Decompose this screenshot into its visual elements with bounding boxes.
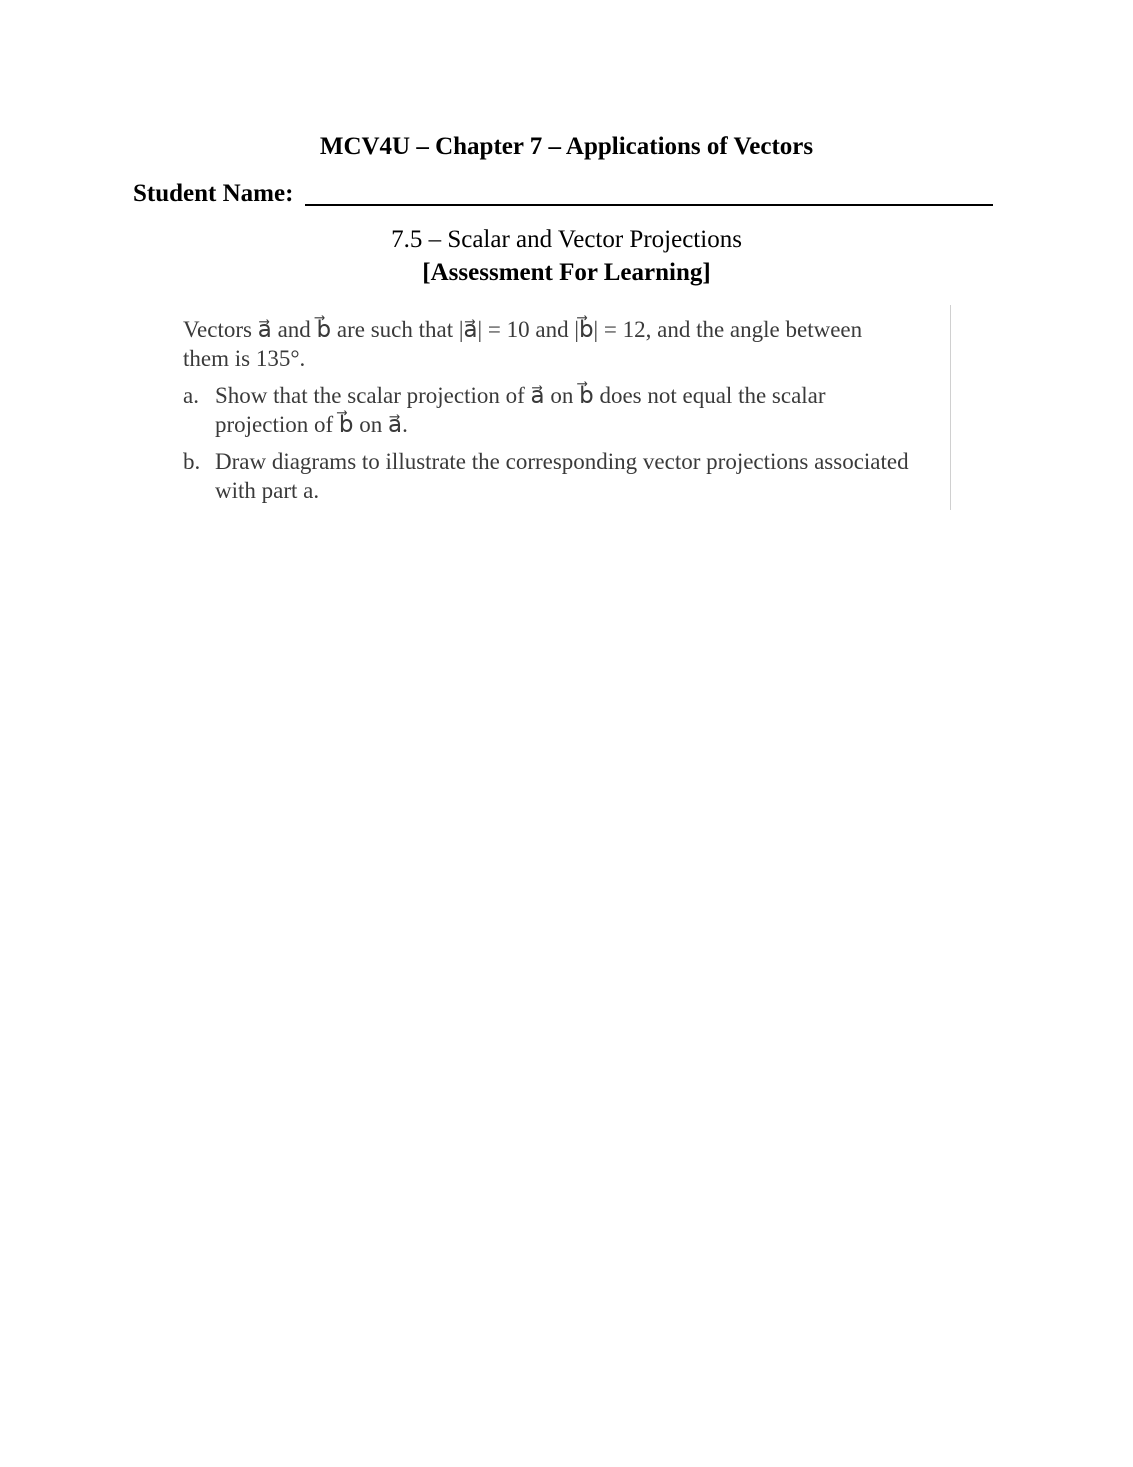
student-name-blank-line[interactable] <box>305 204 993 206</box>
problem-box <box>172 305 951 510</box>
item-text <box>215 447 943 505</box>
item-text <box>215 381 943 439</box>
item-text-line: projection of b⃗ on a⃗. <box>215 412 408 437</box>
problem-intro-line: Vectors a⃗ and b⃗ are such that |a⃗| = 10 and |b⃗| = 12, and the angle between <box>183 317 863 342</box>
section-subtitle: [Assessment For Learning] <box>422 259 711 286</box>
item-marker: a. <box>183 383 199 408</box>
section-title: 7.5 – Scalar and Vector Projections <box>391 226 742 253</box>
item-marker: b. <box>183 449 201 474</box>
student-name-label: Student Name: <box>133 180 294 207</box>
problem-intro-line: them is 135°. <box>183 346 306 371</box>
student-name-row <box>133 178 993 210</box>
problem-intro <box>183 315 943 373</box>
item-text-line: Show that the scalar projection of a⃗ on b⃗ does not equal the scalar <box>215 383 826 408</box>
item-text-line: with part a. <box>215 478 320 503</box>
page-title: MCV4U – Chapter 7 – Applications of Vectors <box>319 133 814 160</box>
item-text-line: Draw diagrams to illustrate the corresponding vector projections associated <box>215 449 909 474</box>
